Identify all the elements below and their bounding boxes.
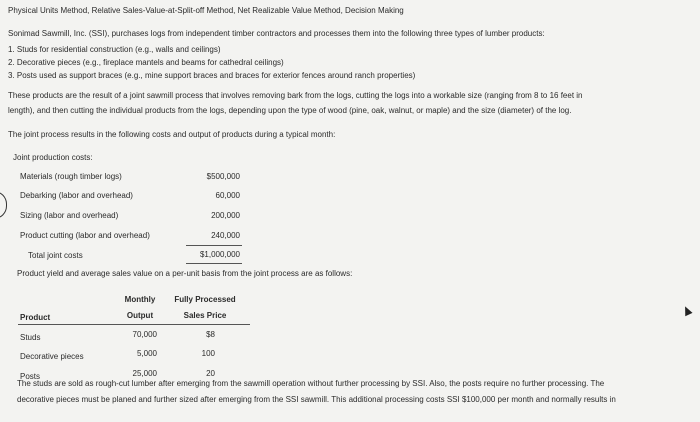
mouse-pointer-icon (681, 305, 692, 317)
yield-intro-text: Product yield and average sales value on a per-unit basis from the joint process are as follows: (17, 269, 353, 278)
total-costs-value: $1,000,000 (199, 250, 240, 259)
cost-label: Sizing (labor and overhead) (20, 211, 119, 220)
price-cell: 100 (201, 349, 215, 358)
col-header-price: Fully Processed (174, 295, 236, 304)
total-costs-label: Total joint costs (28, 251, 83, 260)
output-cell: 5,000 (136, 349, 157, 358)
cost-label: Product cutting (labor and overhead) (20, 231, 150, 240)
cost-label: Materials (rough timber logs) (20, 172, 122, 181)
product-cell: Studs (20, 333, 41, 342)
cost-label: Debarking (labor and overhead) (20, 191, 133, 200)
intro-text: Sonimad Sawmill, Inc. (SSI), purchases logs from independent timber contractors and processes them into the following three types of lumber products: (8, 29, 545, 38)
product-list-item: 3. Posts used as support braces (e.g., mine support braces and braces for exterior fences around ranch properties) (8, 71, 416, 80)
output-cell: 25,000 (132, 369, 157, 378)
table-header-rule (18, 324, 250, 325)
output-cell: 70,000 (132, 330, 157, 339)
joint-intro-text: The joint process results in the following costs and output of products during a typical month: (8, 130, 336, 139)
process-paragraph-line: These products are the result of a joint sawmill process that involves removing bark from the logs, cutting the logs into a workable size (ranging from 8 to 16 feet in (8, 91, 583, 100)
collapse-bracket-icon[interactable] (0, 191, 7, 219)
col-header-output: Output (126, 311, 154, 320)
product-list-item: 1. Studs for residential construction (e.g., walls and ceilings) (8, 45, 221, 54)
joint-costs-heading: Joint production costs: (13, 153, 93, 162)
product-list-item: 2. Decorative pieces (e.g., fireplace mantels and beams for cathedral ceilings) (8, 58, 284, 67)
cost-value: 240,000 (211, 231, 240, 240)
price-cell: 20 (206, 369, 215, 378)
subtotal-rule (186, 245, 242, 246)
cost-value: $500,000 (206, 172, 240, 181)
price-cell: $8 (206, 330, 215, 339)
total-rule (186, 263, 242, 264)
product-cell: Posts (20, 372, 41, 381)
col-header-output: Monthly (124, 295, 156, 304)
page-title: Physical Units Method, Relative Sales-Value-at-Split-off Method, Net Realizable Value Method, Decision Making (8, 6, 404, 15)
col-header-price: Sales Price (183, 311, 227, 320)
process-paragraph-line: length), and then cutting the individual products from the logs, depending upon the type of wood (pine, oak, walnut, or maple) and the size (diameter) of the log. (8, 106, 572, 115)
closing-paragraph-line: The studs are sold as rough-cut lumber after emerging from the sawmill operation without further processing by SSI. Also, the posts require no further processing. The (17, 379, 605, 388)
cost-value: 200,000 (211, 211, 240, 220)
cost-value: 60,000 (215, 191, 240, 200)
product-cell: Decorative pieces (20, 352, 84, 361)
closing-paragraph-line: decorative pieces must be planed and further sized after emerging from the SSI sawmill. This additional processing costs SSI $100,000 per month and normally results in (17, 395, 616, 404)
col-header-product: Product (20, 313, 51, 322)
